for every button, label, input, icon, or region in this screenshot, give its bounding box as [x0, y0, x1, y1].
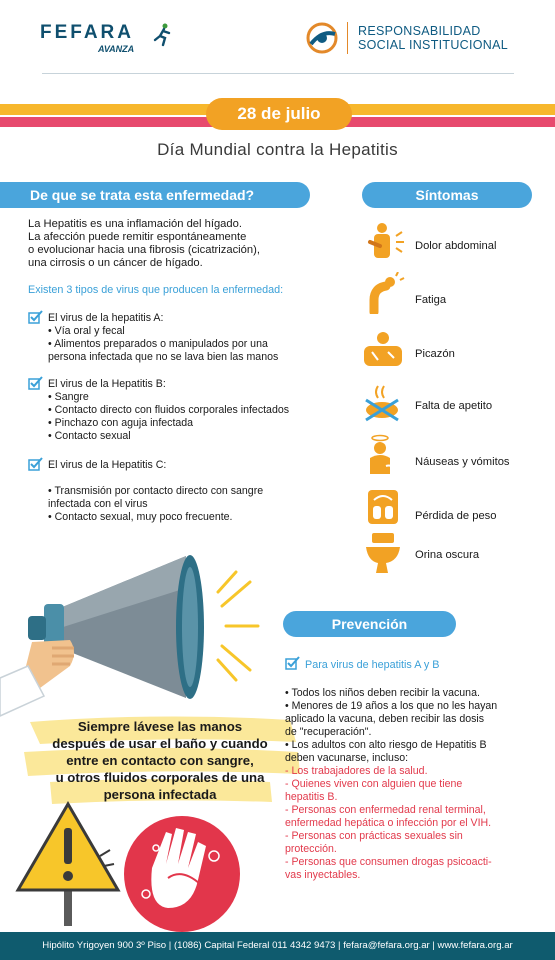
prevention-line: • Menores de 19 años a los que no les hayan [285, 700, 498, 712]
rsi-divider [347, 22, 348, 54]
hand-icon [0, 640, 74, 716]
date-badge: 28 de julio [206, 98, 352, 130]
symptoms-heading: Síntomas [362, 182, 532, 208]
rsi-line2: SOCIAL INSTITUCIONAL [358, 38, 509, 52]
prevention-line: aplicado la vacuna, deben recibir las dosis [285, 713, 485, 725]
prevention-list [285, 687, 545, 882]
intro-line: La Hepatitis es una inflamación del hígado. [28, 218, 242, 230]
list-item: • Pinchazo con aguja infectada [48, 417, 289, 430]
prevention-line: vas inyectables. [285, 869, 361, 881]
symptom-label: Dolor abdominal [415, 240, 497, 252]
symptom-label: Náuseas y vómitos [415, 456, 510, 468]
warning-sign-icon [14, 800, 124, 926]
disease-intro [28, 218, 328, 270]
runner-icon [152, 23, 172, 47]
callout-line: Siempre lávese las manos [77, 719, 243, 734]
list-item: • Vía oral y fecal [48, 325, 278, 338]
prevention-subheading: Para virus de hepatitis A y B [285, 659, 439, 671]
callout-line: entre en contacto con sangre, [66, 753, 254, 768]
prevention-heading: Prevención [283, 611, 456, 637]
symptom-label: Falta de apetito [415, 400, 493, 412]
list-item: • Sangre [48, 391, 289, 404]
header-divider [42, 73, 514, 74]
prevention-line: • Todos los niños deben recibir la vacuna. [285, 687, 480, 699]
rsi-line1: RESPONSABILIDAD [358, 24, 481, 38]
virus-c-block [28, 459, 263, 524]
checkbox-check-icon [28, 310, 43, 325]
fefara-logo [40, 22, 135, 54]
no-appetite-icon [360, 382, 406, 422]
intro-line: o evolucionar hacia una fibrosis (cicatrización), [28, 244, 260, 256]
callout-line: después de usar el baño y cuando [52, 736, 268, 751]
prevention-line: - Quienes viven con alguien que tiene [285, 778, 463, 790]
virus-a-title: El virus de la hepatitis A: [28, 312, 278, 325]
rsi-text [358, 24, 508, 52]
callout-line: u otros fluidos corporales de una [55, 770, 265, 785]
prevention-line: hepatitis B. [285, 791, 338, 803]
virus-c-title: El virus de la Hepatitis C: [28, 459, 263, 472]
virus-types-heading: Existen 3 tipos de virus que producen la enfermedad: [28, 284, 284, 296]
prevention-line: - Personas con prácticas sexuales sin [285, 830, 463, 842]
disease-section-heading: De que se trata esta enfermedad? [0, 182, 310, 208]
prevention-line: • Los adultos con alto riesgo de Hepatitis B [285, 739, 487, 751]
checkbox-check-icon [285, 656, 300, 671]
list-item-continued: persona infectada que no se lava bien las manos [48, 351, 279, 363]
itching-icon [360, 330, 406, 370]
prevention-line: de "recuperación". [285, 726, 372, 738]
handwash-callout [20, 718, 300, 803]
rsi-emblem-icon [305, 22, 339, 54]
prevention-line: deben vacunarse, incluso: [285, 752, 409, 764]
scale-icon [360, 488, 406, 528]
callout-line: persona infectada [103, 787, 217, 802]
list-item-continued: infectada con el virus [48, 498, 148, 510]
virus-b-title: El virus de la Hepatitis B: [28, 378, 289, 391]
brand-subtitle: AVANZA [98, 44, 135, 54]
symptom-label: Fatiga [415, 294, 447, 306]
footer-contact: Hipólito Yrigoyen 900 3º Piso | (1086) Capital Federal 011 4342 9473 | fefara@fefara.org.ar | www.fefara.org.ar [0, 932, 555, 960]
handwashing-icon [122, 808, 244, 932]
prevention-line: - Los trabajadores de la salud. [285, 765, 428, 777]
virus-a-block [28, 312, 278, 364]
symptom-label: Pérdida de peso [415, 510, 497, 522]
prevention-line: - Personas con enfermedad renal terminal, [285, 804, 486, 816]
rsi-logo [305, 22, 508, 54]
list-item: • Contacto sexual [48, 430, 289, 443]
prevention-line: protección. [285, 843, 337, 855]
virus-b-block [28, 378, 289, 443]
megaphone-illustration [0, 548, 270, 718]
list-item: • Contacto directo con fluidos corporales infectados [48, 404, 289, 417]
toilet-icon [360, 533, 406, 575]
brand-name: FEFARA [40, 22, 134, 43]
list-item: • Alimentos preparados o manipulados por una [48, 338, 278, 351]
intro-line: una cirrosis o un cáncer de hígado. [28, 257, 203, 269]
sound-lines [218, 572, 258, 680]
checkbox-check-icon [28, 376, 43, 391]
symptom-label: Orina oscura [415, 549, 480, 561]
fatigue-icon [360, 272, 406, 314]
abdominal-pain-icon [360, 222, 406, 262]
nausea-icon [360, 434, 406, 476]
prevention-line: - Personas que consumen drogas psicoacti- [285, 856, 492, 868]
prevention-line: enfermedad hepática o infección por el VIH. [285, 817, 492, 829]
intro-line: La afección puede remitir espontáneamente [28, 231, 247, 243]
checkbox-check-icon [28, 457, 43, 472]
page-title: Día Mundial contra la Hepatitis [157, 140, 398, 159]
list-item: • Transmisión por contacto directo con sangre [48, 485, 263, 498]
list-item: • Contacto sexual, muy poco frecuente. [48, 511, 263, 524]
symptom-label: Picazón [415, 348, 455, 360]
